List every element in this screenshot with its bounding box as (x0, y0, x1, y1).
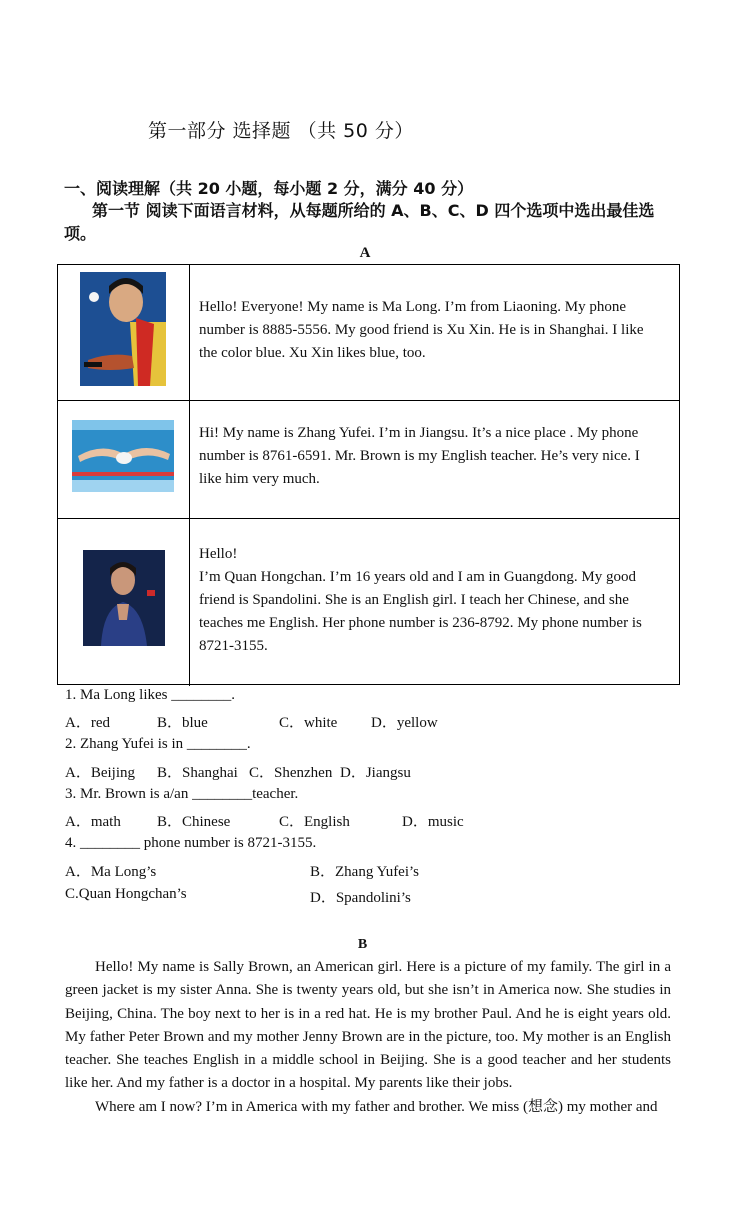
image-cell (58, 265, 190, 400)
option: B．Chinese (157, 814, 231, 830)
option: D．Jiangsu (340, 765, 411, 781)
table-row (58, 519, 679, 686)
passage-b-paragraph: Where am I now? I’m in America with my father and brother. We miss (想念) my mother and (95, 1098, 658, 1115)
passage-a-text-2: Hi! My name is Zhang Yufei. I’m in Jiangsu. It’s a nice place . My phone number is 8761-6591. Mr. Brown is my English teacher. He’s very nice. I like him very much. (199, 425, 640, 487)
question-stem: 3. Mr. Brown is a/an ________teacher. (65, 786, 299, 802)
ma-long-photo (80, 272, 166, 386)
question-stem: 4. ________ phone number is 8721-3155. (65, 835, 317, 851)
option: B．blue (157, 715, 208, 731)
option: C.Quan Hongchan’s (65, 886, 187, 902)
passage-b-label: B (357, 937, 368, 952)
question-stem: 2. Zhang Yufei is in ________. (65, 736, 251, 752)
option: D．music (402, 814, 464, 830)
passage-a-text-3 (199, 543, 661, 658)
quan-hongchan-photo (83, 550, 165, 646)
option: D．yellow (371, 715, 438, 731)
option: A．Ma Long’s (65, 864, 157, 880)
passage-a-table (57, 264, 680, 685)
option: D．Spandolini’s (310, 890, 411, 906)
question-stem: 1. Ma Long likes ________. (65, 687, 235, 703)
option: A．Beijing (65, 765, 135, 781)
greeting: Hello! (199, 546, 238, 562)
option: A．math (65, 814, 121, 830)
table-row (58, 265, 679, 401)
option: A．red (65, 715, 110, 731)
option: C．Shenzhen (249, 765, 333, 781)
option: C．white (279, 715, 338, 731)
subsection-instructions: 第一节 阅读下面语言材料，从每题所给的 A、B、C、D 四个选项中选出最佳选项。 (64, 201, 655, 243)
image-cell (58, 401, 190, 518)
passage-a-label: A (359, 245, 371, 261)
part-title: 第一部分 选择题 （共 50 分） (148, 120, 414, 142)
passage-a-text-1: Hello! Everyone! My name is Ma Long. I’m from Liaoning. My phone number is 8885-5556. My good friend is Xu Xin. He is in Shanghai. I like the color blue. Xu Xin likes blue, too. (199, 299, 644, 361)
passage-b (65, 956, 671, 1119)
option: C．English (279, 814, 350, 830)
table-row (58, 401, 679, 519)
passage-b-paragraph: Hello! My name is Sally Brown, an American girl. Here is a picture of my family. The girl in a green jacket is my sister Anna. She is twenty years old, but she isn’t in America now. She studies in Beijing, China. The boy next to her is in a red hat. He is my brother Paul. And he is eight years old. My father Peter Brown and my mother Jenny Brown are in the picture, too. My mother is an English teacher. She teaches English in a middle school in Beijing. She is a good teacher and her students like her. And my father is a doctor in a hospital. My parents like their jobs. (65, 959, 671, 1092)
option: B．Zhang Yufei’s (310, 864, 420, 880)
zhang-yufei-photo (72, 420, 174, 492)
image-cell (58, 519, 190, 686)
section-title: 一、阅读理解（共 20 小题，每小题 2 分，满分 40 分） (64, 179, 474, 198)
option: B．Shanghai (157, 765, 238, 781)
passage-a-text-3-body: I’m Quan Hongchan. I’m 16 years old and I am in Guangdong. My good friend is Spandolini. She is an English girl. I teach her Chinese, and she teaches me English. Her phone number is 236-8792. My phone number is 8721-3155. (199, 569, 642, 654)
